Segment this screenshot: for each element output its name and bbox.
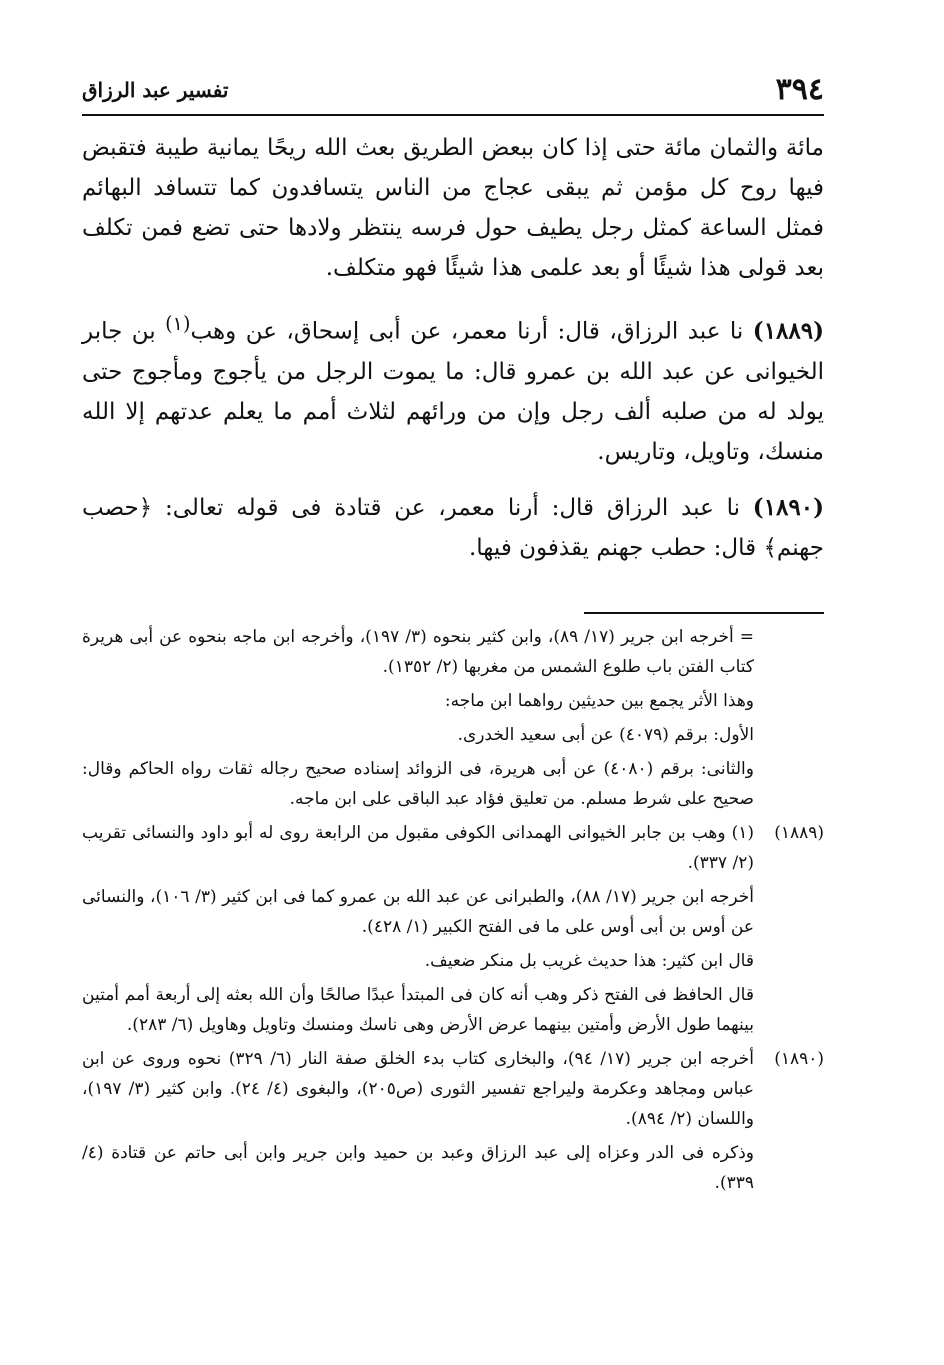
footnote-line: وذكره فى الدر وعزاه إلى عبد الرزاق وعبد بن حميد وابن جرير وابن أبى حاتم عن قتادة (٤/ ٣٣٩). bbox=[82, 1143, 754, 1193]
footnote-line: أخرجه ابن جرير (١٧/ ٨٨)، والطبرانى عن عبد الله بن عمرو كما فى ابن كثير (٣/ ١٠٦)، والنسائى عن أوس بن أبى أوس على ما فى الفتح الكبير (١/ ٤٢٨). bbox=[82, 887, 754, 937]
footnote-label: (١٨٨٩) bbox=[774, 823, 824, 843]
main-text bbox=[82, 128, 824, 584]
footnote-ref: (١) bbox=[165, 312, 191, 335]
hadith-number: (١٨٩٠) bbox=[752, 493, 824, 521]
footnote-line: قال ابن كثير: هذا حديث غريب بل منكر ضعيف. bbox=[424, 951, 754, 971]
footnote-line: (١) وهب بن جابر الخيوانى الهمدانى الكوفى مقبول من الرابعة روى له أبو داود والنسائى تقريب (٢/ ٣٣٧). bbox=[82, 823, 754, 873]
footnote-continued bbox=[82, 622, 824, 818]
hadith-text-a: نا عبد الرزاق، قال: أرنا معمر، عن أبى إسحاق، عن وهب bbox=[190, 318, 753, 345]
footnote-line: = أخرجه ابن جرير (١٧/ ٨٩)، وابن كثير بنحوه (٣/ ١٩٧)، وأخرجه ابن ماجه بنحوه عن أبى هريرة كتاب الفتن باب طلوع الشمس من مغربها (٢/ ١٣٥٢). bbox=[82, 627, 755, 677]
footnotes bbox=[82, 622, 824, 1202]
hadith-1890 bbox=[82, 488, 824, 568]
hadith-1889 bbox=[82, 304, 824, 472]
hadith-number: (١٨٨٩) bbox=[752, 317, 824, 345]
footnote-label bbox=[754, 622, 824, 818]
hadith-text-b: بن جابر الخيوانى عن عبد الله بن عمرو قال: ما يموت الرجل من يأجوج ومأجوج حتى يولد له من صلبه ألف رجل وإن من ورائهم لثلاث أمم ما يعلم عدتهم إلا الله منسك، وتاويل، وتاريس. bbox=[82, 318, 824, 465]
footnote-1889 bbox=[82, 818, 824, 1044]
page-header bbox=[82, 70, 824, 116]
hadith-text: نا عبد الرزاق قال: أرنا معمر، عن قتادة فى قوله تعالى: ﴿حصب جهنم﴾ قال: حطب جهنم يقذفون فيها. bbox=[82, 494, 824, 561]
page-number: ٣٩٤ bbox=[775, 72, 824, 107]
footnote-line: قال الحافظ فى الفتح ذكر وهب أنه كان فى المبتدأ عبدًا صالحًا وأن الله بعثه إلى أربعة أمم أمتين بينهما طول الأرض وأمتين بينهما عرض الأرض وهى ناسك ومنسك وتاويل وهاويل (٦/ ٢٨٣). bbox=[82, 985, 754, 1035]
footnote-line: أخرجه ابن جرير (١٧/ ٩٤)، والبخارى كتاب بدء الخلق صفة النار (٦/ ٣٢٩) نحوه وروى عن ابن عباس ومجاهد وعكرمة وليراجع تفسير الثورى (ص٢٠٥)، والبغوى (٤/ ٢٤). وابن كثير (٣/ ١٩٧)، واللسان (٢/ ٨٩٤). bbox=[82, 1049, 755, 1129]
footnote-line: وهذا الأثر يجمع بين حديثين رواهما ابن ماجه: bbox=[444, 691, 754, 711]
footnote-line: الأول: برقم (٤٠٧٩) عن أبى سعيد الخدرى. bbox=[457, 725, 754, 745]
paragraph-continuation: مائة والثمان مائة حتى إذا كان ببعض الطريق بعث الله ريحًا يمانية طيبة فتقبض فيها روح كل مؤمن ثم يبقى عجاج من الناس يتسافدون كما تتسافد البهائم فمثل الساعة كمثل رجل يطيف حول فرسه ينتظر ولادها حتى تضع فمن تكلف بعد قولى هذا شيئًا أو بعد علمى هذا شيئًا فهو متكلف. bbox=[82, 135, 824, 281]
footnote-line: والثانى: برقم (٤٠٨٠) عن أبى هريرة، فى الزوائد إسناده صحيح رجاله ثقات رواه الحاكم وقال: صحيح على شرط مسلم. من تعليق فؤاد عبد الباقى على ابن ماجه. bbox=[82, 759, 754, 809]
footnote-1890 bbox=[82, 1044, 824, 1202]
running-title: تفسير عبد الرزاق bbox=[82, 78, 229, 102]
footnote-label: (١٨٩٠) bbox=[774, 1049, 824, 1069]
footnote-separator bbox=[584, 612, 824, 614]
